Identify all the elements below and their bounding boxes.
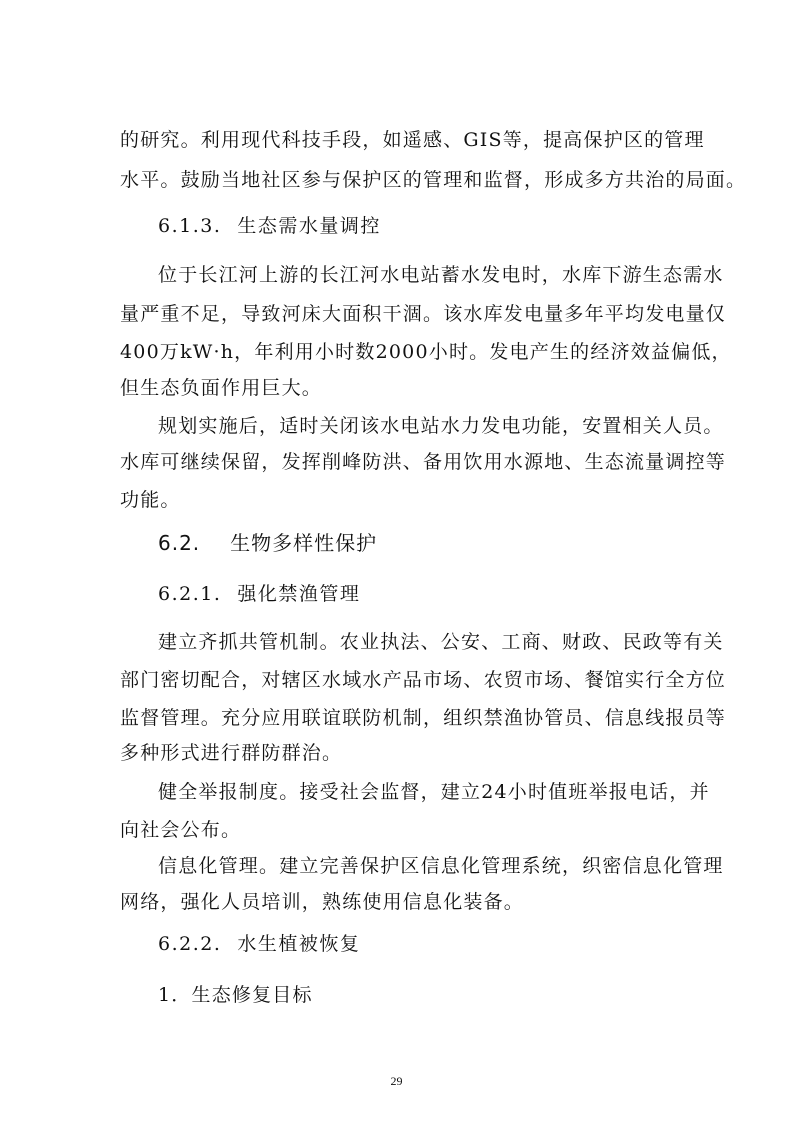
list-item: 1．生态修复目标 (158, 984, 313, 1006)
section-title: 水生植被恢复 (237, 933, 361, 955)
paragraph-line: 功能。 (120, 489, 181, 511)
section-number: 6.2.1. (158, 583, 222, 605)
section-heading-6-2-1 (158, 582, 360, 606)
paragraph-line: 信息化管理。建立完善保护区信息化管理系统，织密信息化管理 (158, 855, 724, 877)
paragraph-line: 部门密切配合，对辖区水域水产品市场、农贸市场、餐馆实行全方位 (120, 669, 727, 691)
paragraph-line: 量严重不足，导致河床大面积干涸。该水库发电量多年平均发电量仅 (120, 303, 727, 325)
paragraph-line: 位于长江河上游的长江河水电站蓄水发电时，水库下游生态需水 (158, 264, 724, 286)
paragraph-line: 多种形式进行群防群治。 (120, 742, 343, 764)
paragraph-line: 水平。鼓励当地社区参与保护区的管理和监督，形成多方共治的局面。 (120, 169, 747, 191)
section-title: 生态需水量调控 (237, 215, 381, 237)
paragraph-line: 400万kW·h，年利用小时数2000小时。发电产生的经济效益偏低， (120, 341, 732, 363)
section-number: 6.1.3. (158, 215, 222, 237)
section-number: 6.2.2. (158, 933, 222, 955)
page-number: 29 (390, 1074, 403, 1088)
paragraph-line: 网络，强化人员培训，熟练使用信息化装备。 (120, 891, 525, 913)
paragraph-line: 建立齐抓共管机制。农业执法、公安、工商、财政、民政等有关 (158, 631, 724, 653)
section-heading-6-2-2 (158, 932, 360, 956)
paragraph-line: 水库可继续保留，发挥削峰防洪、备用饮用水源地、生态流量调控等 (120, 451, 727, 473)
section-title: 生物多样性保护 (230, 531, 378, 555)
paragraph-line: 健全举报制度。接受社会监督，建立24小时值班举报电话，并 (158, 781, 710, 803)
section-title: 强化禁渔管理 (237, 583, 361, 605)
paragraph-line: 规划实施后，适时关闭该水电站水力发电功能，安置相关人员。 (158, 415, 724, 437)
section-heading-6-2 (158, 530, 377, 556)
paragraph-line: 向社会公布。 (120, 819, 242, 841)
section-number: 6.2. (158, 531, 201, 555)
section-heading-6-1-3 (158, 214, 381, 238)
paragraph-line: 但生态负面作用巨大。 (120, 377, 323, 399)
paragraph-line: 的研究。利用现代科技手段，如遥感、GIS等，提高保护区的管理 (120, 129, 705, 151)
paragraph-line: 监督管理。充分应用联谊联防机制，组织禁渔协管员、信息线报员等 (120, 707, 727, 729)
